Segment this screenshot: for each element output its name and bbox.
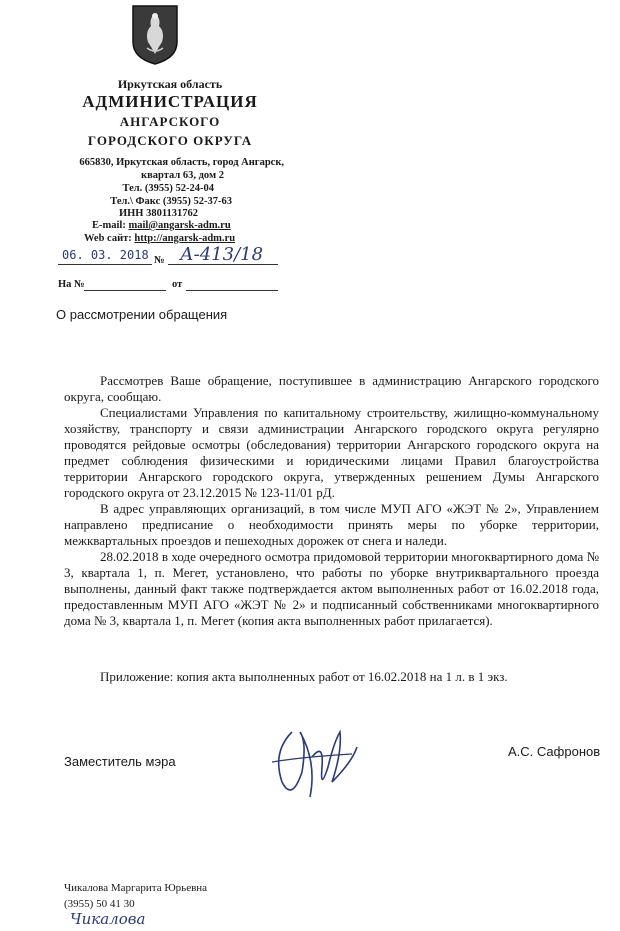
executor-phone: (3955) 50 41 30 xyxy=(64,898,135,910)
signer-name: А.С. Сафронов xyxy=(508,744,601,759)
reply-underline xyxy=(84,290,166,291)
registration-date: 06. 03. 2018 xyxy=(62,248,149,262)
executor-name: Чикалова Маргарита Юрьевна xyxy=(64,882,208,894)
reply-label: На № xyxy=(58,279,85,290)
address-line1: 665830, Иркутская область, город Ангарск, xyxy=(79,157,284,168)
from-label: от xyxy=(172,279,183,290)
date-underline xyxy=(58,264,152,265)
letter-body xyxy=(64,373,599,629)
email-link[interactable]: mail@angarsk-adm.ru xyxy=(128,220,231,231)
registration-number: А-413/18 xyxy=(180,244,264,265)
signature-scribble xyxy=(262,712,362,812)
paragraph-2: Специалистами Управления по капитальному строительству, жилищно-коммунальному хозяйству, транспорту и связи администрации Ангарского городского округа регулярно проводятся рейдовые осмотры (обследования) территории Ангарского городского округа на предмет соблюдения физическими и юридическими лицами Правил благоустройства территории Ангарского городского округа, утвержденных решением Думы Ангарского городского округа от 23.12.2015 № 123-11/01 рД. xyxy=(64,405,599,500)
fax-line: Тел.\ Факс (3955) 52-37-63 xyxy=(110,196,232,207)
paragraph-4: 28.02.2018 в ходе очередного осмотра придомовой территории многоквартирного дома № 3, квартала 1, п. Мегет, установлено, что работы по уборке внутриквартального проезда выполнены, данный факт также подтверждается актом выполненных работ от 16.02.2018 года, предоставленным МУП АГО «ЖЭТ № 2» и подписанный собственниками многоквартирного дома № 3, квартала 1, п. Мегет (копия акта выполненных работ прилагается). xyxy=(64,549,599,628)
attachment-line: Приложение: копия акта выполненных работ от 16.02.2018 на 1 л. в 1 экз. xyxy=(100,669,508,684)
number-label: № xyxy=(154,255,165,266)
paragraph-3: В адрес управляющих организаций, в том числе МУП АГО «ЖЭТ № 2», Управлением направлено предписание о необходимости принять меры по уборке территории, межквартальных проездов и пешеходных дорожек от снега и наледи. xyxy=(64,501,599,548)
number-underline xyxy=(168,264,278,265)
administration-title-line3: ГОРОДСКОГО ОКРУГА xyxy=(87,133,253,148)
coat-of-arms-emblem xyxy=(131,4,179,66)
from-underline xyxy=(186,290,278,291)
executor-handwritten-signature: Чикалова xyxy=(70,910,146,928)
administration-title: АДМИНИСТРАЦИЯ xyxy=(82,92,258,111)
signer-position: Заместитель мэра xyxy=(64,754,176,769)
email-row xyxy=(92,219,292,232)
phone-line: Тел. (3955) 52-24-04 xyxy=(122,183,214,194)
administration-title-line2: АНГАРСКОГО xyxy=(119,114,221,129)
web-link[interactable]: http://angarsk-adm.ru xyxy=(134,233,236,244)
email-label: E-mail: xyxy=(92,220,126,231)
web-label: Web сайт: xyxy=(84,233,132,244)
address-line2: квартал 63, дом 2 xyxy=(141,170,224,181)
inn-line: ИНН 3801131762 xyxy=(118,208,198,219)
subject-line: О рассмотрении обращения xyxy=(56,307,228,322)
paragraph-1: Рассмотрев Ваше обращение, поступившее в администрацию Ангарского городского округа, сообщаю. xyxy=(64,373,599,404)
region-name: Иркутская область xyxy=(117,77,223,91)
